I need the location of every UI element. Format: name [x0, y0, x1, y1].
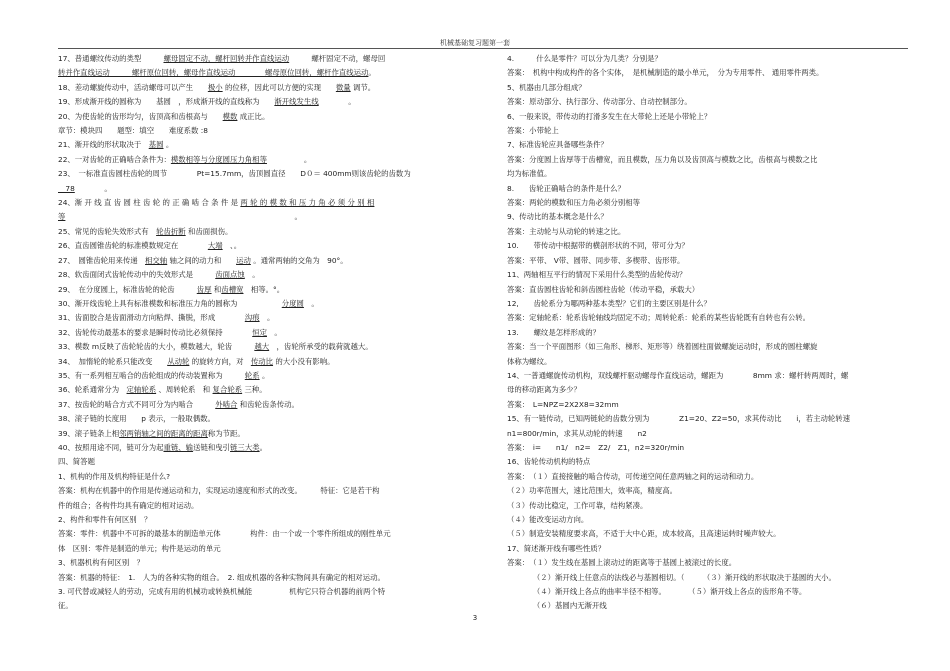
right-text-line [507, 95, 907, 109]
text-segment: 。 [259, 370, 270, 380]
right-text-line [507, 585, 907, 599]
left-text-line [58, 470, 463, 484]
text-segment: 7、标准齿轮应具备哪些条件？ [507, 140, 608, 150]
text-segment: 40、按照用途不同，链可分为起 [58, 442, 164, 452]
left-text-line [58, 182, 463, 196]
left-text-line [58, 455, 463, 469]
text-segment: 5、机器由几部分组成？ [507, 82, 586, 92]
text-segment: 答案：平带、 V带、圆带、同步带、多楔带、齿形带。 [507, 255, 685, 265]
text-segment: 12, 齿轮系分为哪两种基本类型？它们的主要区别是什么？ [507, 298, 711, 308]
left-text-line [58, 153, 463, 167]
text-segment: 3、机器机构有何区别 ？ [58, 558, 145, 568]
right-text-line [507, 542, 907, 556]
text-segment: 体称为螺纹。 [507, 356, 552, 366]
page-number: 3 [472, 614, 478, 622]
right-text-line [507, 527, 907, 541]
right-text-line [507, 297, 907, 311]
left-text-line [58, 326, 463, 340]
text-segment: 答案：机构在机器中的作用是传递运动和力，实现运动速度和形式的改变。 特征：它是若干构 [58, 486, 380, 496]
answer-fill: 相交轴 [145, 255, 168, 265]
answer-fill: 链三大类 [230, 442, 260, 452]
right-text-line [507, 455, 907, 469]
answer-fill: 转并作直线运动 螺杆原位回转，螺母作直线运动 螺母原位回转，螺杆作直线运动 [58, 68, 369, 78]
text-segment: 16、齿轮传动机构的特点 [507, 457, 591, 467]
text-segment: （３）传动比稳定，工作可靠，结构紧凑。 [507, 500, 648, 510]
right-text-line [507, 268, 907, 282]
text-segment: 38、滚子链的长度用 p 表示，一般取偶数。 [58, 414, 215, 424]
text-segment: 。通常两轴的交角为 90°。 [250, 255, 348, 265]
left-text-line [58, 599, 463, 613]
text-segment: 答案：直齿圆柱齿轮和斜齿圆柱齿轮（传动平稳，承载大） [507, 284, 700, 294]
left-text-line [58, 484, 463, 498]
answer-fill: 极小 [207, 82, 223, 92]
text-segment: 三种。 [242, 385, 267, 395]
left-text-line [58, 268, 463, 282]
answer-fill: 运动 [236, 255, 251, 265]
answer-fill: 模数相等与分度圆压力角相等 [170, 154, 267, 164]
answer-fill: 两 轮 的 模 数 和 压 力 角 必 须 分 别 相 [240, 198, 375, 208]
answer-fill: 齿槽宽 [221, 284, 244, 294]
text-segment: 。 [318, 97, 356, 107]
text-segment: 25、常见的齿轮失效形式有 [58, 226, 157, 236]
right-column [507, 52, 907, 614]
text-segment: n1=800r/min，求其从动轮的转速 n2 [507, 428, 647, 438]
left-text-line [58, 441, 463, 455]
left-text-line [58, 527, 463, 541]
left-text-line [58, 571, 463, 585]
text-segment: 、周转轮系 和 [156, 385, 213, 395]
right-text-line [507, 138, 907, 152]
text-segment: 答案：当一个平面图形（如三角形、梯形、矩形等）绕着圆柱面做螺旋运动时，形成的圆柱螺旋 [507, 342, 818, 352]
answer-fill: 基圆 [148, 140, 164, 150]
right-text-line [507, 239, 907, 253]
text-segment: 成正比。 [237, 111, 270, 121]
answer-fill: 传动比 [250, 356, 274, 366]
text-segment: 37、按齿轮的啮合方式不同可分为内啮合 [58, 399, 216, 409]
text-segment: 22、一对齿轮的正确啮合条件为： [58, 154, 171, 164]
text-segment: 。 [65, 212, 302, 222]
text-segment: （２）渐开线上任意点的法线必与基圆相切。（ （３）渐开线的形状取决于基圆的大小。 [507, 572, 836, 582]
answer-fill: 轮系 [244, 370, 260, 380]
right-text-line [507, 210, 907, 224]
text-segment: ，齿轮所承受的载荷就越大。 [269, 342, 373, 352]
right-text-line [507, 196, 907, 210]
text-segment: 31、齿面胶合是齿面滑动方向粘焊、撕脱，形成 [58, 313, 245, 323]
right-text-line [507, 225, 907, 239]
text-segment: 答案： （１）直接接触的啮合传动，可传递空间任意两轴之间的运动和动力。 [507, 471, 759, 481]
left-text-line [58, 95, 463, 109]
text-segment: 29、 在分度圆上，标准齿轮的轮齿 [58, 284, 197, 294]
left-text-line [58, 167, 463, 181]
answer-fill: 沟痕 [244, 313, 260, 323]
right-text-line [507, 398, 907, 412]
text-segment: 32、齿轮传动最基本的要求是瞬时传动比必须保持 [58, 327, 253, 337]
right-text-line [507, 311, 907, 325]
text-segment: （２）功率范围大，速比范围大，效率高，精度高。 [507, 486, 677, 496]
header-rule [58, 48, 908, 49]
left-text-line [58, 398, 463, 412]
text-segment: 24、渐 开 线 直 齿 圆 柱 齿 轮 的 正 确 啮 合 条 件 是 [58, 198, 241, 208]
text-segment: 均为标准值。 [507, 169, 552, 179]
right-text-line [507, 383, 907, 397]
left-text-line [58, 239, 463, 253]
answer-fill: 微量 [335, 82, 351, 92]
text-segment: 11、两轴相互平行的情况下采用什么类型的齿轮传动？ [507, 270, 687, 280]
right-text-line [507, 66, 907, 80]
text-segment: 相等。°。 [243, 284, 285, 294]
text-segment: 答案：原动部分、执行部分、传动部分、自动控制部分。 [507, 97, 692, 107]
left-text-line [58, 556, 463, 570]
right-text-line [507, 283, 907, 297]
text-segment: 的大小没有影响。 [273, 356, 335, 366]
left-text-line [58, 340, 463, 354]
left-column [58, 52, 463, 614]
answer-fill: 模数 [222, 111, 238, 121]
text-segment: 6、一般来说，带传动的打滑多发生在大带轮上还是小带轮上？ [507, 111, 712, 121]
text-segment: 15、有一链传动，已知两链轮的齿数分别为 Z1=20、Z2=50，求其传动比 i，若主动轮转速 [507, 414, 851, 424]
text-segment: 39、滚子链条上相 [58, 428, 120, 438]
right-text-line [507, 571, 907, 585]
answer-fill: 等 [58, 212, 66, 222]
text-segment: 28、软齿面闭式齿轮传动中的失效形式是 [58, 270, 216, 280]
answer-fill: 定轴轮系 [126, 385, 157, 395]
text-segment: 34、 加惰轮的轮系只能改变 [58, 356, 168, 366]
text-segment: 四、简答题 [58, 457, 95, 467]
text-segment: 、。 [222, 241, 242, 251]
text-segment: 21、渐开线的形状取决于 [58, 140, 149, 150]
answer-fill: 大端 [207, 241, 223, 251]
left-text-line [58, 225, 463, 239]
text-segment: 23、 一标准直齿圆柱齿轮的周节 Pt=15.7mm，齿顶圆直径 D０＝ 400mm则该齿轮的齿数为 [58, 169, 411, 179]
answer-fill: 重链、输 [163, 442, 194, 452]
right-text-line [507, 513, 907, 527]
text-segment: （５）制造安装精度要求高，不适于大中心距，成本较高，且高速运转时噪声较大。 [507, 529, 781, 539]
right-text-line [507, 153, 907, 167]
right-text-line [507, 326, 907, 340]
text-segment: 母的移动距离为多少？ [507, 385, 581, 395]
answer-fill: 齿面点蚀 [215, 270, 245, 280]
text-segment: 10. 带传动中根据带的横剖形状的不同，带可分为？ [507, 241, 689, 251]
answer-fill: 恒定 [252, 327, 267, 337]
answer-fill: 齿厚 [196, 284, 212, 294]
text-segment: 2、构件和零件有何区别 ？ [58, 515, 152, 524]
text-segment: 。 [368, 68, 376, 78]
text-segment: 答案：主动轮与从动轮的转速之比。 [507, 226, 626, 236]
text-segment: 答案：零件：机器中不可拆的最基本的制造单元体 构件：由一个或一个零件所组成的刚性单元 [58, 529, 391, 539]
text-segment: 8. 齿轮正确啮合的条件是什么？ [507, 183, 625, 193]
answer-fill: 从动轮 [167, 356, 190, 366]
left-text-line [58, 427, 463, 441]
text-segment: 36、轮系通常分为 [58, 385, 127, 395]
answer-fill: 螺母固定不动，螺杆回转并作直线运动 [163, 54, 290, 63]
text-segment: 答案：两轮的模数和压力角必须分别相等 [507, 198, 641, 208]
right-text-line [507, 369, 907, 383]
text-segment: 。 [259, 313, 275, 323]
text-segment: 。 [303, 298, 319, 308]
right-text-line [507, 110, 907, 124]
text-segment: 。 [163, 140, 174, 150]
left-text-line [58, 196, 463, 210]
text-segment: 3. 可代替或减轻人的劳动，完成有用的机械功或转换机械能 机构它只符合机器的前两个特 [58, 587, 386, 597]
left-text-line [58, 412, 463, 426]
text-segment: 调节。 [350, 82, 376, 92]
text-segment: 26、直齿圆锥齿轮的标准模数规定在 [58, 241, 208, 251]
answer-fill: 外啮合 [215, 399, 238, 409]
text-segment: 答案：定轴轮系：轮系齿轮轴线均固定不动；周转轮系：轮系的某些齿轮既有自转也有公转。 [507, 313, 811, 323]
text-segment: （４）能改变运动方向。 [507, 515, 589, 524]
right-text-line [507, 124, 907, 138]
text-segment: 答案：机器的特征： 1. 人为的各种实物的组合。 2. 组成机器的各种实物间具有确定的相对运动。 [58, 572, 385, 582]
text-segment: 和齿面损伤。 [185, 226, 233, 236]
text-segment: 答案： i= n1/ n2= Z2/ Z1，n2=320r/min [507, 442, 685, 452]
text-segment: 章节：模块四 题型：填空 难度系数 :8 [58, 126, 208, 136]
text-segment: 和齿轮齿条传动。 [237, 399, 299, 409]
left-text-line [58, 283, 463, 297]
left-text-line [58, 52, 463, 66]
text-segment: 33、模数 m反映了齿轮轮齿的大小，模数越大，轮齿 [58, 342, 255, 352]
text-segment: 。 [244, 270, 260, 280]
right-text-line [507, 340, 907, 354]
left-text-line [58, 542, 463, 556]
text-segment: 的旋转方向，对 [189, 356, 251, 366]
text-segment: 14、一普通螺旋传动机构，双线螺杆驱动螺母作直线运动，螺距为 8mm 求：螺杆转两周时，螺 [507, 370, 849, 380]
text-segment: 答案：分度圆上齿厚等于齿槽宽，而且模数，压力角以及齿顶高与模数之比，齿根高与模数之比 [507, 154, 818, 164]
text-segment: 螺杆固定不动，螺母回 [289, 54, 386, 63]
text-segment: 件的组合；各构件均具有确定的相对运动。 [58, 500, 199, 510]
left-text-line [58, 81, 463, 95]
left-text-line [58, 383, 463, 397]
right-text-line [507, 484, 907, 498]
text-segment: 17、普通螺纹传动的类型 [58, 54, 164, 63]
left-text-line [58, 254, 463, 268]
text-segment: 和 [211, 284, 222, 294]
left-text-line [58, 513, 463, 527]
answer-fill: 渐开线发生线 [274, 97, 319, 107]
right-text-line [507, 52, 907, 66]
right-text-line [507, 499, 907, 513]
text-segment: 13. 螺纹是怎样形成的？ [507, 327, 601, 337]
right-text-line [507, 412, 907, 426]
text-segment: 轴之间的动力和 [167, 255, 237, 265]
text-segment: 称为节距。 [207, 428, 245, 438]
page-header: 机械基础复习题第一套 [440, 39, 510, 47]
left-text-line [58, 66, 463, 80]
text-segment: 征。 [58, 601, 73, 611]
right-text-line [507, 470, 907, 484]
text-segment: 送链和曳引 [193, 442, 231, 452]
right-text-line [507, 599, 907, 613]
text-segment: 答案： 机构中构成构件的各个实体， 是机械制造的最小单元， 分为专用零件、 通用零件两类。 [507, 68, 824, 78]
left-text-line [58, 210, 463, 224]
right-text-line [507, 254, 907, 268]
text-segment: 4. 什么是零件？可以分为几类？分别是？ [507, 54, 662, 63]
left-text-line [58, 369, 463, 383]
left-text-line [58, 110, 463, 124]
text-segment: 20、为使齿轮的齿形均匀，齿顶高和齿根高与 [58, 111, 223, 121]
text-segment: 27、 圆锥齿轮用来传递 [58, 255, 146, 265]
text-segment: （４）渐开线上各点的曲率半径不相等。 （５）渐开线上各点的齿形角不等。 [507, 587, 807, 597]
text-segment: 9、传动比的基本概念是什么？ [507, 212, 608, 222]
answer-fill: 轮齿折断 [156, 226, 186, 236]
answer-fill: 分度圆 [281, 298, 304, 308]
text-segment: 30、渐开线齿轮上具有标准模数和标准压力角的圆称为 [58, 298, 282, 308]
answer-fill: 78 [58, 183, 75, 193]
text-segment: 1、机构的作用及机构特征是什么? [58, 471, 171, 481]
left-text-line [58, 138, 463, 152]
text-segment: 18、差动螺旋传动中，活动螺母可以产生 [58, 82, 208, 92]
left-text-line [58, 585, 463, 599]
text-segment: 。 [266, 327, 282, 337]
left-text-line [58, 499, 463, 513]
text-segment: 。 [266, 154, 312, 164]
answer-fill: 邻两销轴之间的距离的距离 [119, 428, 208, 438]
left-text-line [58, 311, 463, 325]
answer-fill: 越大 [254, 342, 270, 352]
text-segment: 19、形成渐开线的圆称为 基圆 ，形成渐开线的直线称为 [58, 97, 275, 107]
answer-fill: 复合轮系 [212, 385, 243, 395]
right-text-line [507, 427, 907, 441]
right-text-line [507, 355, 907, 369]
text-segment: 的位移，因此可以方便的实现 [222, 82, 336, 92]
right-text-line [507, 441, 907, 455]
text-segment: （６）基圆内无渐开线 [507, 601, 607, 611]
text-segment: 体 区别：零件是制造的单元；构件是运动的单元 [58, 543, 221, 553]
right-text-line [507, 556, 907, 570]
text-segment: 35、有一系列相互啮合的齿轮组成的传动装置称为 [58, 370, 245, 380]
text-segment: 答案： （１）发生线在基圆上滚动过的距离等于基圆上被滚过的长度。 [507, 558, 737, 568]
text-segment: 。 [74, 183, 112, 193]
right-text-line [507, 182, 907, 196]
right-text-line [507, 81, 907, 95]
text-segment: 。 [259, 442, 268, 452]
left-text-line [58, 355, 463, 369]
left-text-line [58, 297, 463, 311]
text-segment: 答案： L=NPZ=2X2X8=32mm [507, 399, 619, 409]
right-text-line [507, 167, 907, 181]
left-text-line [58, 124, 463, 138]
text-segment: 17、简述渐开线有哪些性质？ [507, 543, 606, 553]
text-segment: 答案：小带轮上 [507, 126, 559, 136]
